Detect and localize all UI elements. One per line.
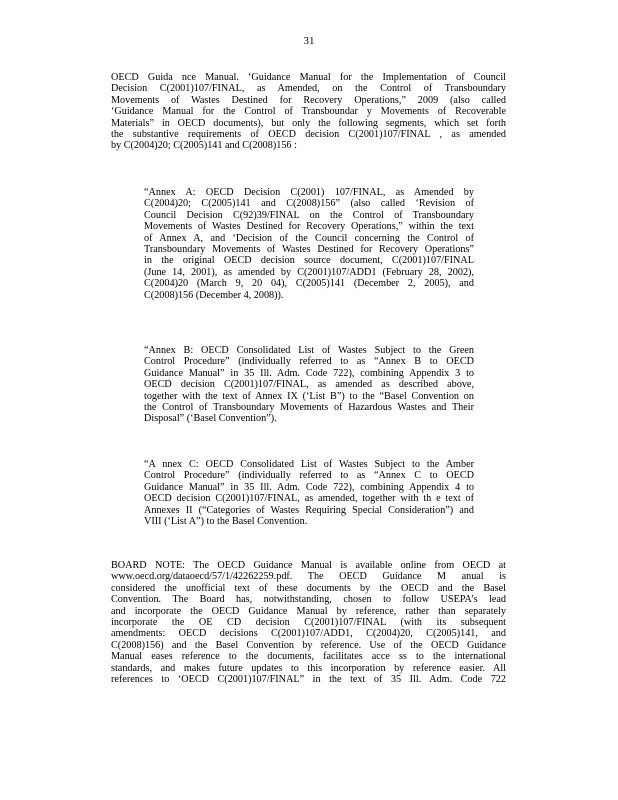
text-line: Decision C(2001)107/FINAL, as Amended, on the Control of Transboundary xyxy=(111,83,506,95)
text-line: C(2004)20 (March 9, 20 04), C(2005)141 (December 2, 2005), and xyxy=(144,278,474,290)
text-line: “A nnex C: OECD Consolidated List of Wastes Subject to the Amber xyxy=(144,459,474,470)
text-line: ‘Guidance Manual for the Control of Transboundar y Movements of Recoverable xyxy=(111,106,506,118)
text-line: VIII (‘List A”) to the Basel Convention. xyxy=(144,516,308,528)
text-line: of Annex A, and ‘Decision of the Council concerning the Control of xyxy=(144,232,474,244)
text-line: by C(2004)20; C(2005)141 and C(2008)156 : xyxy=(111,140,297,152)
text-line: Annexes II (“Categories of Wastes Requiring Special Consideration”) and xyxy=(144,504,474,516)
board-note-paragraph xyxy=(111,560,506,685)
text-line: Guidance Manual” in 35 Ill. Adm. Code 722), combining Appendix 3 to xyxy=(144,367,474,379)
text-line: together with the text of Annex IX (‘List B”) to the “Basel Convention on xyxy=(144,390,474,402)
text-line: C(2004)20; C(2005)141 and C(2008)156” (also called ‘Revision of xyxy=(144,198,474,210)
text-line: Council Decision C(92)39/FINAL on the Control of Transboundary xyxy=(144,209,474,221)
annex-c-paragraph xyxy=(144,459,474,527)
text-line: and incorporate the OECD Guidance Manual by reference, rather than separately xyxy=(111,605,506,617)
text-line: www.oecd.org/dataoecd/57/1/42262259.pdf. The OECD Guidance M anual is xyxy=(111,571,506,583)
annex-a-paragraph xyxy=(144,187,474,301)
text-line: the Control of Transboundary Movements of Hazardous Wastes and Their xyxy=(144,402,474,414)
text-line: incorporate the OE CD decision C(2001)107/FINAL (with its subsequent xyxy=(111,617,506,629)
text-line: Disposal” (‘Basel Convention”). xyxy=(144,413,277,425)
text-line: Guidance Manual” in 35 Ill. Adm. Code 722), combining Appendix 4 to xyxy=(144,481,474,493)
text-line: amendments: OECD decisions C(2001)107/ADD1, C(2004)20, C(2005)141, and xyxy=(111,628,506,640)
text-line: OECD decision C(2001)107/FINAL, as amended, together with th e text of xyxy=(144,493,474,505)
text-line: OECD decision C(2001)107/FINAL, as amended as described above, xyxy=(144,379,474,391)
text-line: (June 14, 2001), as amended by C(2001)107/ADD1 (February 28, 2002), xyxy=(144,266,474,278)
text-line: in the original OECD decision source document, C(2001)107/FINAL xyxy=(144,255,474,267)
text-line: Movements of Wastes Destined for Recovery Operations,” within the text xyxy=(144,221,474,233)
text-line: standards, and makes future updates to this incorporation by reference easier. All xyxy=(111,662,506,674)
text-line: Movements of Wastes Destined for Recovery Operations,” 2009 (also called xyxy=(111,94,506,106)
text-line: Control Procedure” (individually referred to as “Annex C to OECD xyxy=(144,470,474,482)
text-line: Transboundary Movements of Wastes Destined for Recovery Operations” xyxy=(144,244,474,256)
text-line: C(2008)156) and the Basel Convention by reference. Use of the OECD Guidance xyxy=(111,639,506,651)
text-line: “Annex B: OECD Consolidated List of Wastes Subject to the Green xyxy=(144,345,474,356)
text-line: references to ‘OECD C(2001)107/FINAL” in the text of 35 Ill. Adm. Code 722 xyxy=(111,674,506,686)
text-line: Manual eases reference to the documents, facilitates acce ss to the international xyxy=(111,651,506,663)
annex-b-paragraph xyxy=(144,345,474,425)
text-line: Control Procedure” (individually referred to as “Annex B to OECD xyxy=(144,356,474,368)
text-line: BOARD NOTE: The OECD Guidance Manual is available online from OECD at xyxy=(111,560,506,571)
text-line: Materials” in OECD documents), but only the following segments, which set forth xyxy=(111,117,506,129)
text-line: considered the unofficial text of these documents by the OECD and the Basel xyxy=(111,582,506,594)
text-line: OECD Guida nce Manual. ‘Guidance Manual for the Implementation of Council xyxy=(111,72,506,83)
intro-paragraph xyxy=(111,72,506,152)
text-line: the substantive requirements of OECD decision C(2001)107/FINAL , as amended xyxy=(111,129,506,141)
text-line: C(2008)156 (December 4, 2008)). xyxy=(144,289,284,301)
text-line: Convention. The Board has, notwithstanding, chosen to follow USEPA’s lead xyxy=(111,594,506,606)
text-line: “Annex A: OECD Decision C(2001) 107/FINAL, as Amended by xyxy=(144,187,474,198)
page-number: 31 xyxy=(303,35,315,47)
